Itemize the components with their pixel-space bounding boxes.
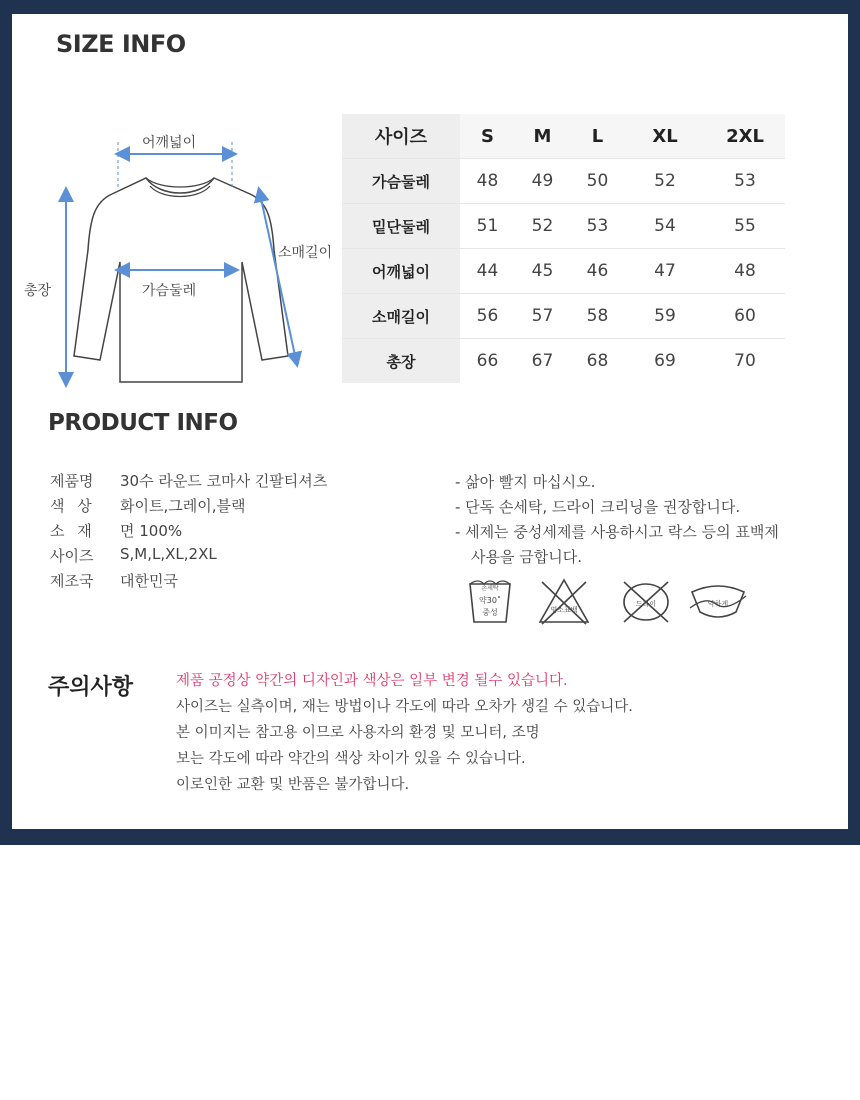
care-line: 사용을 금합니다. bbox=[471, 548, 582, 566]
detail-key: 사이즈 bbox=[50, 547, 94, 565]
length-label: 총장 bbox=[24, 283, 52, 299]
table-cell: 49 bbox=[515, 159, 570, 204]
table-cell: 60 bbox=[705, 294, 785, 339]
care-line: - 세제는 중성세제를 사용하시고 락스 등의 표백제 bbox=[455, 523, 779, 541]
table-cell: 67 bbox=[515, 339, 570, 384]
hand-wash-temp-text: 약30˚ bbox=[479, 596, 501, 605]
table-cell: 52 bbox=[625, 159, 705, 204]
size-header-l: L bbox=[570, 114, 625, 159]
no-wring-icon bbox=[616, 578, 676, 626]
detail-value: 면 100% bbox=[120, 522, 183, 540]
size-table-header-row bbox=[342, 114, 785, 159]
row-label: 어깨넓이 bbox=[342, 249, 460, 294]
size-header-m: M bbox=[515, 114, 570, 159]
hand-wash-icon bbox=[466, 576, 514, 626]
table-cell: 53 bbox=[705, 159, 785, 204]
detail-value: 대한민국 bbox=[120, 572, 178, 590]
table-cell: 56 bbox=[460, 294, 515, 339]
row-label: 가슴둘레 bbox=[342, 159, 460, 204]
size-header-2xl: 2XL bbox=[705, 114, 785, 159]
table-cell: 68 bbox=[570, 339, 625, 384]
detail-value: 화이트,그레이,블랙 bbox=[120, 497, 246, 515]
table-row bbox=[342, 204, 785, 249]
table-cell: 55 bbox=[705, 204, 785, 249]
table-row bbox=[342, 159, 785, 204]
gentle-wash-text: 약하게 bbox=[707, 600, 729, 608]
table-cell: 53 bbox=[570, 204, 625, 249]
chest-label: 가슴둘레 bbox=[142, 283, 197, 299]
detail-key: 색 상 bbox=[50, 497, 96, 515]
table-cell: 54 bbox=[625, 204, 705, 249]
detail-key: 제조국 bbox=[50, 572, 94, 590]
hand-wash-bottom-text: 중성 bbox=[482, 608, 498, 617]
table-cell: 52 bbox=[515, 204, 570, 249]
list-item bbox=[50, 570, 327, 595]
table-cell: 45 bbox=[515, 249, 570, 294]
table-row bbox=[342, 249, 785, 294]
no-bleach-text: 염소표백 bbox=[550, 606, 578, 614]
care-instructions bbox=[455, 470, 779, 570]
table-cell: 46 bbox=[570, 249, 625, 294]
table-cell: 59 bbox=[625, 294, 705, 339]
size-info-title: SIZE INFO bbox=[56, 30, 186, 58]
table-cell: 48 bbox=[460, 159, 515, 204]
table-cell: 48 bbox=[705, 249, 785, 294]
detail-key: 제품명 bbox=[50, 472, 94, 490]
shirt-diagram bbox=[10, 110, 340, 390]
caution-highlight: 제품 공정상 약간의 디자인과 색상은 일부 변경 될수 있습니다. bbox=[176, 673, 568, 689]
hand-wash-top-text: 손세탁 bbox=[481, 585, 499, 592]
size-header-s: S bbox=[460, 114, 515, 159]
row-label: 밑단둘레 bbox=[342, 204, 460, 249]
size-header-xl: XL bbox=[625, 114, 705, 159]
product-info-title: PRODUCT INFO bbox=[48, 410, 238, 436]
size-table bbox=[342, 114, 785, 383]
table-cell: 57 bbox=[515, 294, 570, 339]
list-item bbox=[50, 520, 327, 545]
gentle-wash-icon bbox=[686, 582, 750, 622]
caution-line: 보는 각도에 따라 약간의 색상 차이가 있을 수 있습니다. bbox=[176, 751, 526, 767]
table-cell: 69 bbox=[625, 339, 705, 384]
caution-line: 이로인한 교환 및 반품은 불가합니다. bbox=[176, 777, 410, 793]
size-header-label: 사이즈 bbox=[342, 114, 460, 159]
detail-value: S,M,L,XL,2XL bbox=[120, 545, 217, 563]
table-cell: 51 bbox=[460, 204, 515, 249]
caution-notes bbox=[176, 668, 633, 798]
table-cell: 44 bbox=[460, 249, 515, 294]
care-line: - 삶아 빨지 마십시오. bbox=[455, 473, 596, 491]
list-item bbox=[50, 545, 327, 570]
table-cell: 66 bbox=[460, 339, 515, 384]
table-cell: 70 bbox=[705, 339, 785, 384]
table-cell: 50 bbox=[570, 159, 625, 204]
table-cell: 47 bbox=[625, 249, 705, 294]
row-label: 총장 bbox=[342, 339, 460, 384]
caution-line: 본 이미지는 참고용 이므로 사용자의 환경 및 모니터, 조명 bbox=[176, 725, 540, 741]
product-details bbox=[50, 470, 327, 595]
no-bleach-icon bbox=[536, 576, 592, 628]
table-cell: 58 bbox=[570, 294, 625, 339]
list-item bbox=[50, 470, 327, 495]
table-row bbox=[342, 294, 785, 339]
row-label: 소매길이 bbox=[342, 294, 460, 339]
care-line: - 단독 손세탁, 드라이 크리닝을 권장합니다. bbox=[455, 498, 741, 516]
no-wring-text: 드라이 bbox=[635, 600, 657, 608]
care-icons bbox=[466, 576, 766, 636]
sleeve-label: 소매길이 bbox=[278, 245, 333, 261]
shoulder-label: 어깨넓이 bbox=[142, 135, 197, 151]
table-row bbox=[342, 339, 785, 384]
caution-title: 주의사항 bbox=[48, 675, 134, 700]
list-item bbox=[50, 495, 327, 520]
caution-line: 사이즈는 실측이며, 재는 방법이나 각도에 따라 오차가 생길 수 있습니다. bbox=[176, 699, 633, 715]
detail-key: 소 재 bbox=[50, 522, 96, 540]
detail-value: 30수 라운드 코마사 긴팔티셔츠 bbox=[120, 472, 328, 490]
